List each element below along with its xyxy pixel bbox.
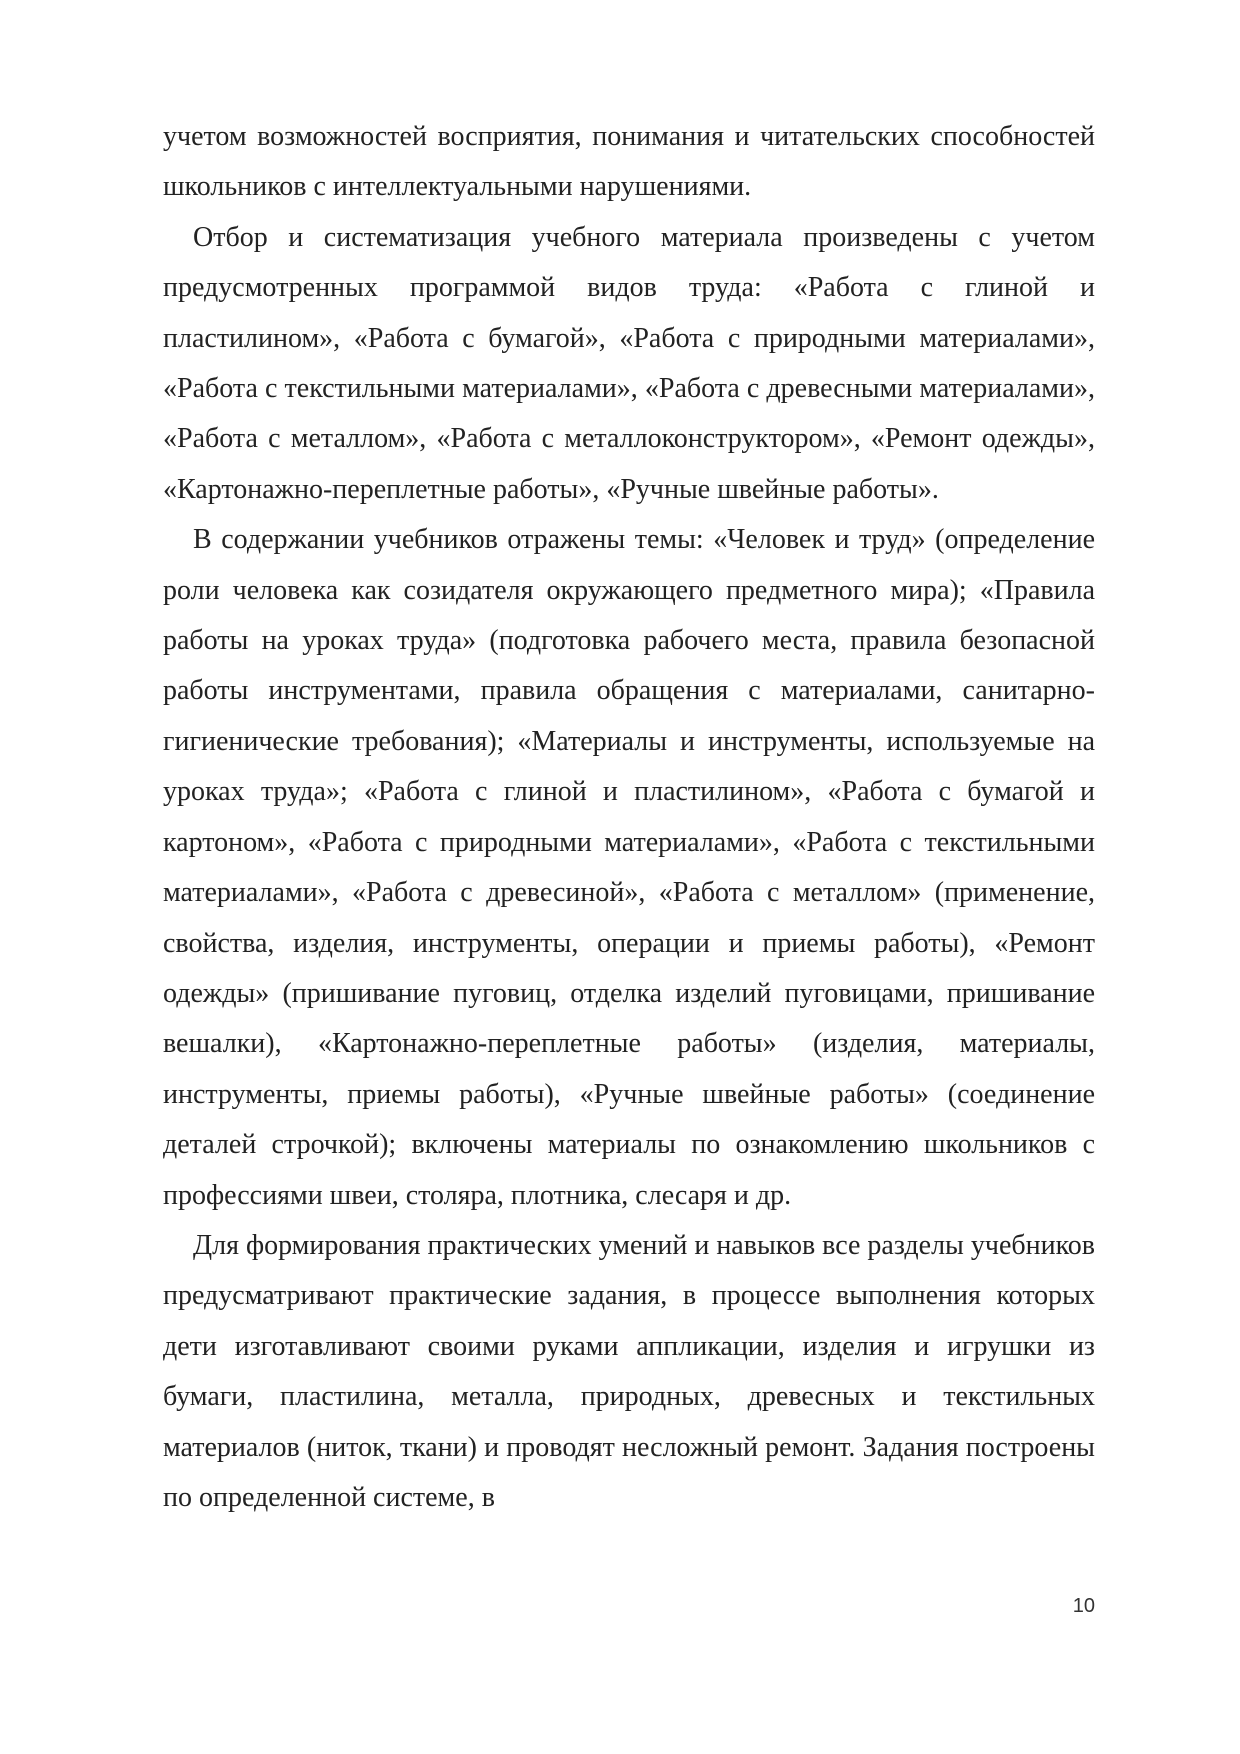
paragraph-practical-tasks: Для формирования практических умений и навыков все разделы учебников предусматривают практические задания, в процессе выполнения которых дети изготавливают своими руками аппликации, изделия и игрушки из бумаги, пластилина, металла, природных, древесных и текстильных материалов (ниток, ткани) и проводят несложный ремонт. Задания построены по определенной системе, в	[163, 1229, 1095, 1513]
page-number: 10	[1072, 1595, 1095, 1617]
paragraph-textbook-topics: В содержании учебников отражены темы: «Человек и труд» (определение роли человека как созидателя окружающего предметного мира); «Правила работы на уроках труда» (подготовка рабочего места, правила безопасной работы инструментами, правила обращения с материалами, санитарно-гигиенические требования); «Материалы и инструменты, используемые на уроках труда»; «Работа с глиной и пластилином», «Работа с бумагой и картоном», «Работа с природными материалами», «Работа с текстильными материалами», «Работа с древесиной», «Работа с металлом» (применение, свойства, изделия, инструменты, операции и приемы работы), «Ремонт одежды» (пришивание пуговиц, отделка изделий пуговицами, пришивание вешалки), «Картонажно-переплетные работы» (изделия, материалы, инструменты, приемы работы), «Ручные швейные работы» (соединение деталей строчкой); включены материалы по ознакомлению школьников с профессиями швеи, столяра, плотника, слесаря и др.	[163, 524, 1095, 1211]
paragraph-material-selection: Отбор и систематизация учебного материала произведены с учетом предусмотренных программой видов труда: «Работа с глиной и пластилином», «Работа с бумагой», «Работа с природными материалами», «Работа с текстильными материалами», «Работа с древесными материалами», «Работа с металлом», «Работа с металлоконструктором», «Ремонт одежды», «Картонажно-переплетные работы», «Ручные швейные работы».	[163, 221, 1095, 505]
body-text	[163, 112, 1095, 1523]
paragraph-continuation: учетом возможностей восприятия, понимания и читательских способностей школьников с интеллектуальными нарушениями.	[163, 121, 1095, 203]
